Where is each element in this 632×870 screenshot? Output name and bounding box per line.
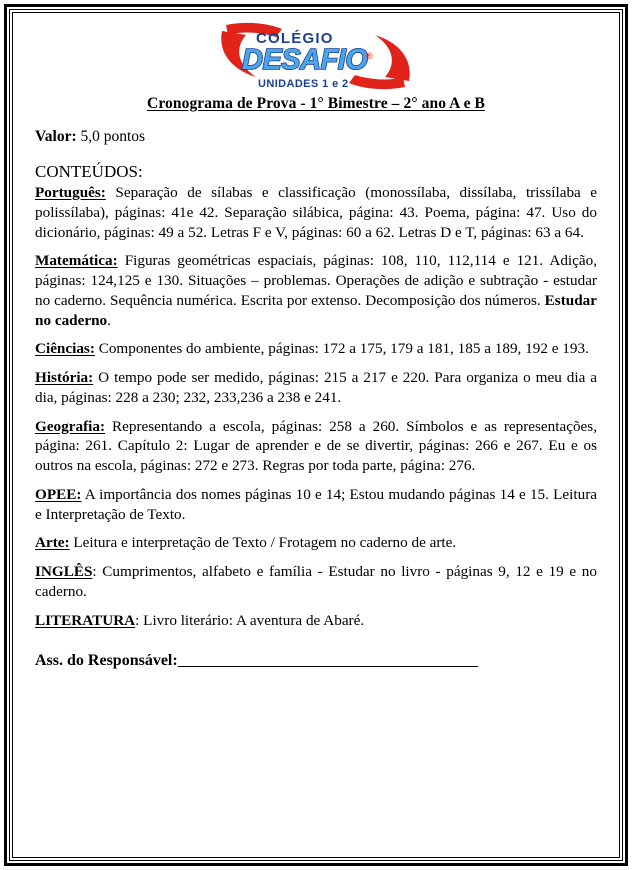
logo-tagline-text: UNIDADES 1 e 2 — [258, 78, 349, 90]
subject-label-historia: História: — [35, 369, 94, 386]
colegio-desafio-logo-icon — [216, 17, 416, 95]
conteudos-heading: CONTEÚDOS: — [35, 162, 143, 181]
subject-label-ingles: INGLÊS — [35, 563, 93, 580]
subject-text-matematica: Figuras geométricas espaciais, páginas: 108, 110, 112,114 e 121. Adição, páginas: 124,125 e 130. Situações – problemas. Operações de adição e subtração - estudar no caderno. Sequência numérica. Escrita por extenso. Decomposição dos números. — [35, 252, 598, 309]
subject-text-portugues: Separação de sílabas e classificação (monossílaba, dissílaba, trissílaba e polissílaba), páginas: 41e 42. Separação silábica, página: 43. Poema, página: 47. Uso do dicionário, páginas: 49 a 52. Letras F e V, páginas: 60 a 62. Letras D e T, páginas: 63 a 64. — [35, 184, 598, 241]
subject-text-historia: O tempo pode ser medido, páginas: 215 a 217 e 220. Para organiza o meu dia a dia, páginas: 228 a 230; 232, 233,236 a 238 e 241. — [35, 369, 598, 406]
subject-label-matematica: Matemática: — [35, 252, 118, 270]
page-title-text: Cronograma de Prova - 1° Bimestre – 2° ano A e B — [147, 95, 485, 112]
subject-section-geografia — [35, 417, 597, 476]
subject-label-portugues: Português: — [35, 184, 106, 201]
subject-label-geografia: Geografia: — [35, 417, 106, 435]
subject-label-ciencias: Ciências: — [35, 340, 95, 358]
school-logo — [35, 17, 597, 95]
logo-desafio-text: DESAFIO — [242, 44, 368, 76]
subject-section-ingles — [35, 562, 597, 602]
subject-text-opee: A importância dos nomes páginas 10 e 14; Estou mudando páginas 14 e 15. Leitura e Interpretação de Texto. — [35, 485, 597, 523]
subject-text-ingles: : Cumprimentos, alfabeto e família - Estudar no livro - páginas 9, 12 e 19 e no caderno. — [35, 563, 597, 600]
valor-line — [35, 128, 597, 146]
subject-section-portugues — [35, 183, 597, 242]
subject-text-ciencias: Componentes do ambiente, páginas: 172 a 175, 179 a 181, 185 a 189, 192 e 193. — [98, 340, 589, 358]
subject-section-matematica — [35, 251, 597, 330]
valor-label: Valor: — [35, 128, 77, 145]
logo-colegio-text: COLÉGIO — [256, 30, 334, 47]
subject-section-arte — [35, 533, 597, 553]
subject-text-geografia: Representando a escola, páginas: 258 a 260. Símbolos e as representações, página: 261. Capítulo 2: Lugar de aprender e de se divertir, páginas: 266 e 267. Eu e os outros na escola, páginas: 272 e 273. Regras por toda parte, página: 276. — [35, 417, 597, 474]
subject-label-arte: Arte: — [35, 534, 70, 552]
subject-label-literatura: LITERATURA — [35, 611, 136, 629]
subject-text-matematica-tail: . — [107, 311, 111, 329]
signature-label: Ass. do Responsável: — [35, 652, 178, 670]
subject-label-opee: OPEE: — [35, 485, 82, 503]
subject-text-literatura: : Livro literário: A aventura de Abaré. — [135, 611, 365, 629]
document-content — [13, 13, 619, 857]
document-page — [4, 4, 628, 866]
valor-value: 5,0 pontos — [80, 128, 146, 145]
subject-section-ciencias — [35, 339, 597, 359]
subject-section-literatura — [35, 611, 597, 631]
subject-section-historia — [35, 368, 597, 408]
subject-section-opee — [35, 485, 597, 525]
signature-blank-rule[interactable]: ________________________________________ — [177, 652, 478, 670]
logo-registered-mark: ® — [366, 51, 373, 61]
signature-line — [35, 652, 597, 670]
subject-text-matematica-emphasis: Estudar no caderno — [35, 291, 597, 329]
subject-text-arte: Leitura e interpretação de Texto / Frotagem no caderno de arte. — [73, 534, 457, 552]
page-title — [35, 95, 597, 114]
